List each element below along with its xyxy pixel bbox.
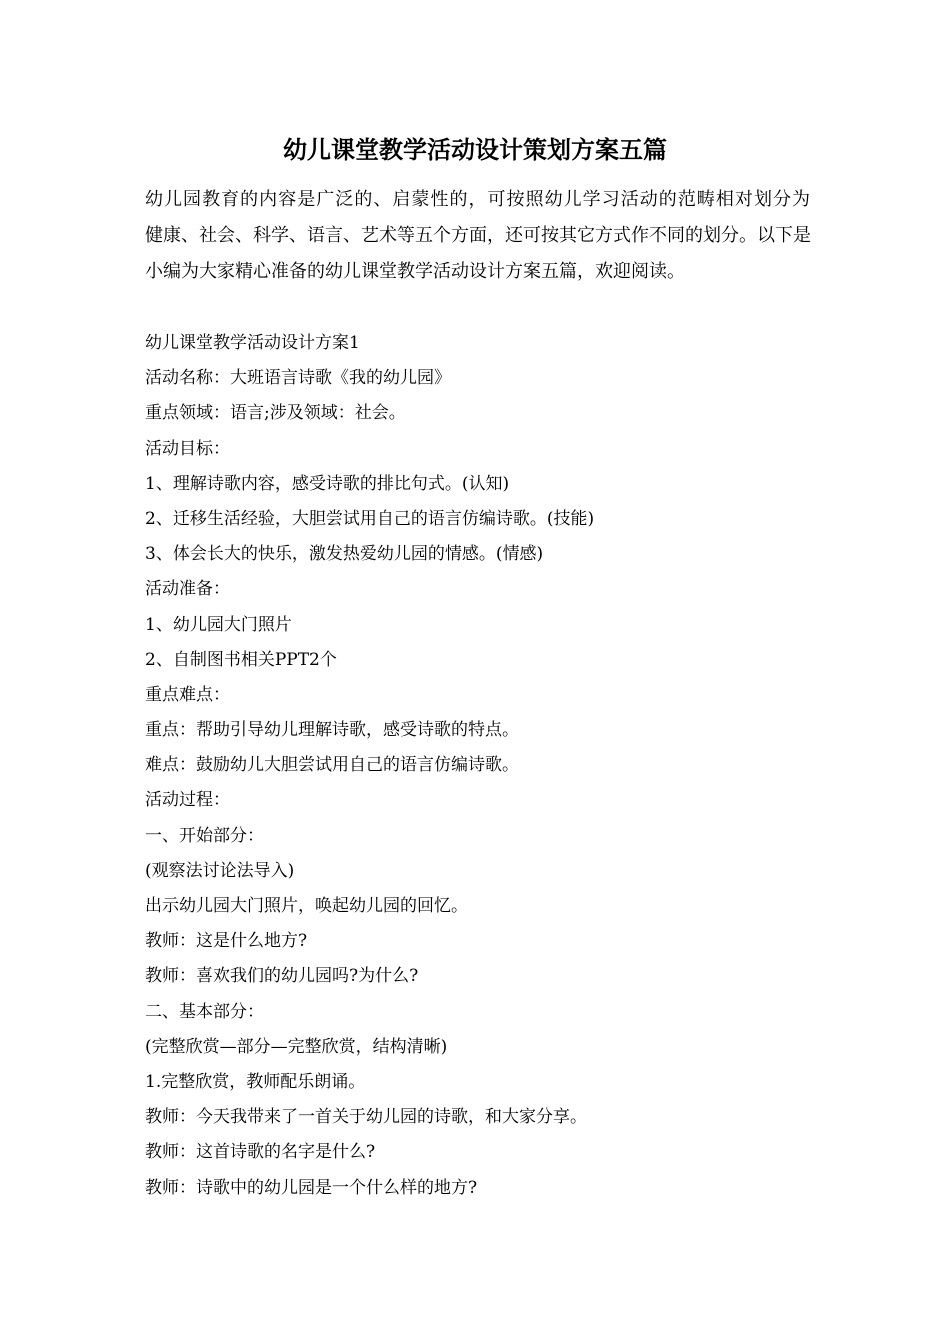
body-line: (完整欣赏—部分—完整欣赏，结构清晰) bbox=[145, 1036, 448, 1057]
body-line: 活动目标： bbox=[145, 438, 230, 459]
body-line: (观察法讨论法导入) bbox=[145, 860, 295, 881]
body-line: 教师：这首诗歌的名字是什么? bbox=[145, 1142, 376, 1163]
body-line: 2、迁移生活经验，大胆尝试用自己的语言仿编诗歌。(技能) bbox=[145, 508, 595, 529]
plan-body bbox=[145, 326, 815, 1206]
body-line: 3、体会长大的快乐，激发热爱幼儿园的情感。(情感) bbox=[145, 544, 544, 565]
body-line: 重点难点： bbox=[145, 684, 230, 705]
body-line: 教师：诗歌中的幼儿园是一个什么样的地方? bbox=[145, 1177, 478, 1198]
intro-line: 健康、社会、科学、语言、艺术等五个方面，还可按其它方式作不同的划分。以下是 bbox=[145, 225, 811, 246]
body-line: 出示幼儿园大门照片，唤起幼儿园的回忆。 bbox=[145, 896, 468, 916]
body-line: 教师：这是什么地方? bbox=[145, 931, 308, 952]
body-line: 二、基本部分： bbox=[145, 1001, 264, 1022]
body-line: 1、幼儿园大门照片 bbox=[145, 614, 292, 635]
body-line: 活动准备： bbox=[145, 579, 230, 600]
body-line: 重点领域：语言;涉及领域：社会。 bbox=[145, 403, 406, 424]
section-heading: 幼儿课堂教学活动设计方案1 bbox=[145, 333, 360, 353]
intro-line: 小编为大家精心准备的幼儿课堂教学活动设计方案五篇，欢迎阅读。 bbox=[145, 261, 685, 282]
body-line: 教师：喜欢我们的幼儿园吗?为什么? bbox=[145, 966, 419, 987]
body-line: 1、理解诗歌内容，感受诗歌的排比句式。(认知) bbox=[145, 473, 510, 494]
body-line: 教师：今天我带来了一首关于幼儿园的诗歌，和大家分享。 bbox=[145, 1107, 587, 1128]
intro-line: 幼儿园教育的内容是广泛的、启蒙性的，可按照幼儿学习活动的范畴相对划分为 bbox=[145, 189, 810, 210]
body-line: 2、自制图书相关PPT2个 bbox=[145, 649, 337, 670]
body-line: 1.完整欣赏，教师配乐朗诵。 bbox=[145, 1071, 366, 1092]
intro-paragraph bbox=[145, 182, 810, 290]
body-line: 难点：鼓励幼儿大胆尝试用自己的语言仿编诗歌。 bbox=[145, 755, 519, 776]
body-line: 活动名称：大班语言诗歌《我的幼儿园》 bbox=[145, 368, 451, 389]
body-line: 重点：帮助引导幼儿理解诗歌，感受诗歌的特点。 bbox=[145, 720, 519, 741]
document-title: 幼儿课堂教学活动设计策划方案五篇 bbox=[283, 135, 667, 164]
body-line: 一、开始部分： bbox=[145, 825, 264, 846]
body-line: 活动过程： bbox=[145, 790, 230, 811]
